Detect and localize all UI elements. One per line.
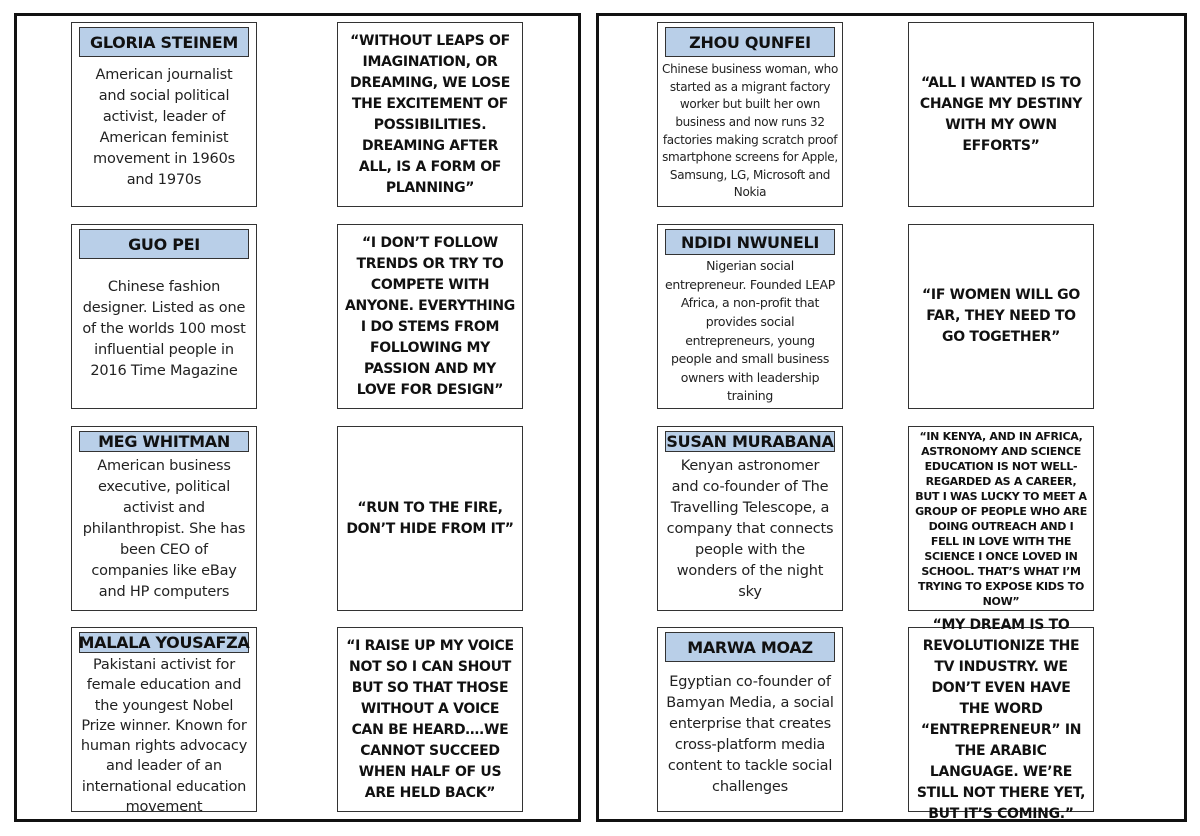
name-label: MALALA YOUSAFZA: [78, 633, 250, 652]
quote-card-gloria-steinem: [337, 22, 523, 207]
quote-card-marwa-moaz: [908, 616, 1094, 822]
profile-card-malala-yousafza: [71, 627, 257, 816]
quote-card-zhou-qunfei: [908, 22, 1094, 207]
name-label: SUSAN MURABANA: [666, 432, 834, 451]
profile-card-susan-murabana: [657, 426, 843, 611]
name-label: GUO PEI: [79, 229, 249, 259]
quote-text: “I RAISE UP MY VOICE NOT SO I CAN SHOUT BUT SO THAT THOSE WITHOUT A VOICE CAN BE HEARD….WE CANNOT SUCCEED WHEN HALF OF US ARE HELD BACK”: [346, 637, 514, 801]
quote-text: “WITHOUT LEAPS OF IMAGINATION, OR DREAMING, WE LOSE THE EXCITEMENT OF POSSIBILITIES. DREAMING AFTER ALL, IS A FORM OF PLANNING”: [349, 32, 511, 196]
quote-text: “IF WOMEN WILL GO FAR, THEY NEED TO GO TOGETHER”: [922, 287, 1080, 345]
quote-text: “ALL I WANTED IS TO CHANGE MY DESTINY WITH MY OWN EFFORTS”: [919, 74, 1083, 154]
profile-card-gloria-steinem: [71, 22, 257, 207]
description-text: Kenyan astronomer and co-founder of The Travelling Telescope, a company that connects people with the wonders of the night sky: [666, 458, 834, 600]
description-text: Chinese business woman, who started as a migrant factory worker but built her own business and now runs 32 factories making scratch proof smartphone screens for Apple, Samsung, LG, Microsoft and Nokia: [662, 62, 838, 200]
description-text: American journalist and social political activist, leader of American feminist movement in 1960s and 1970s: [93, 66, 235, 188]
profile-card-ndidi-nwuneli: [657, 224, 843, 409]
quote-card-ndidi-nwuneli: [908, 224, 1094, 409]
name-label: NDIDI NWUNELI: [665, 229, 835, 255]
description-text: Pakistani activist for female education and the youngest Nobel Prize winner. Known for human rights advocacy and leader of an international education movement: [80, 657, 248, 816]
quote-card-meg-whitman: [337, 426, 523, 611]
quote-text: “IN KENYA, AND IN AFRICA, ASTRONOMY AND SCIENCE EDUCATION IS NOT WELL-REGARDED AS A CAREER, BUT I WAS LUCKY TO MEET A GROUP OF PEOPLE WHO ARE DOING OUTREACH AND I FELL IN LOVE WITH THE SCIENCE I ONCE LOVED IN SCHOOL. THAT’S WHAT I’M TRYING TO EXPOSE KIDS TO NOW”: [915, 429, 1087, 608]
description-text: Nigerian social entrepreneur. Founded LEAP Africa, a non-profit that provides social entrepreneurs, young people and small business owners with leadership training: [665, 258, 835, 404]
description-text: Egyptian co-founder of Bamyan Media, a social enterprise that creates cross-platform media content to tackle social challenges: [666, 673, 834, 795]
quote-text: “MY DREAM IS TO REVOLUTIONIZE THE TV INDUSTRY. WE DON’T EVEN HAVE THE WORD “ENTREPRENEUR” IN THE ARABIC LANGUAGE. WE’RE STILL NOT THERE YET, BUT IT’S COMING.”: [916, 616, 1086, 822]
profile-card-meg-whitman: [71, 426, 257, 611]
name-label: ZHOU QUNFEI: [665, 27, 835, 57]
profile-card-zhou-qunfei: [657, 22, 843, 207]
description-text: Chinese fashion designer. Listed as one of the worlds 100 most influential people in 2016 Time Magazine: [82, 279, 246, 379]
quote-text: “RUN TO THE FIRE, DON’T HIDE FROM IT”: [346, 499, 514, 537]
description-text: American business executive, political activist and philanthropist. She has been CEO of companies like eBay and HP computers: [82, 458, 246, 600]
profile-card-guo-pei: [71, 224, 257, 409]
name-label: GLORIA STEINEM: [79, 27, 249, 57]
quote-card-malala-yousafza: [337, 627, 523, 812]
quote-card-susan-murabana: [908, 426, 1094, 611]
profile-card-marwa-moaz: [657, 627, 843, 812]
quote-card-guo-pei: [337, 224, 523, 409]
name-label: MARWA MOAZ: [665, 632, 835, 662]
name-label: MEG WHITMAN: [79, 431, 249, 452]
quote-text: “I DON’T FOLLOW TRENDS OR TRY TO COMPETE WITH ANYONE. EVERYTHING I DO STEMS FROM FOLLOWING MY PASSION AND MY LOVE FOR DESIGN”: [345, 234, 515, 398]
